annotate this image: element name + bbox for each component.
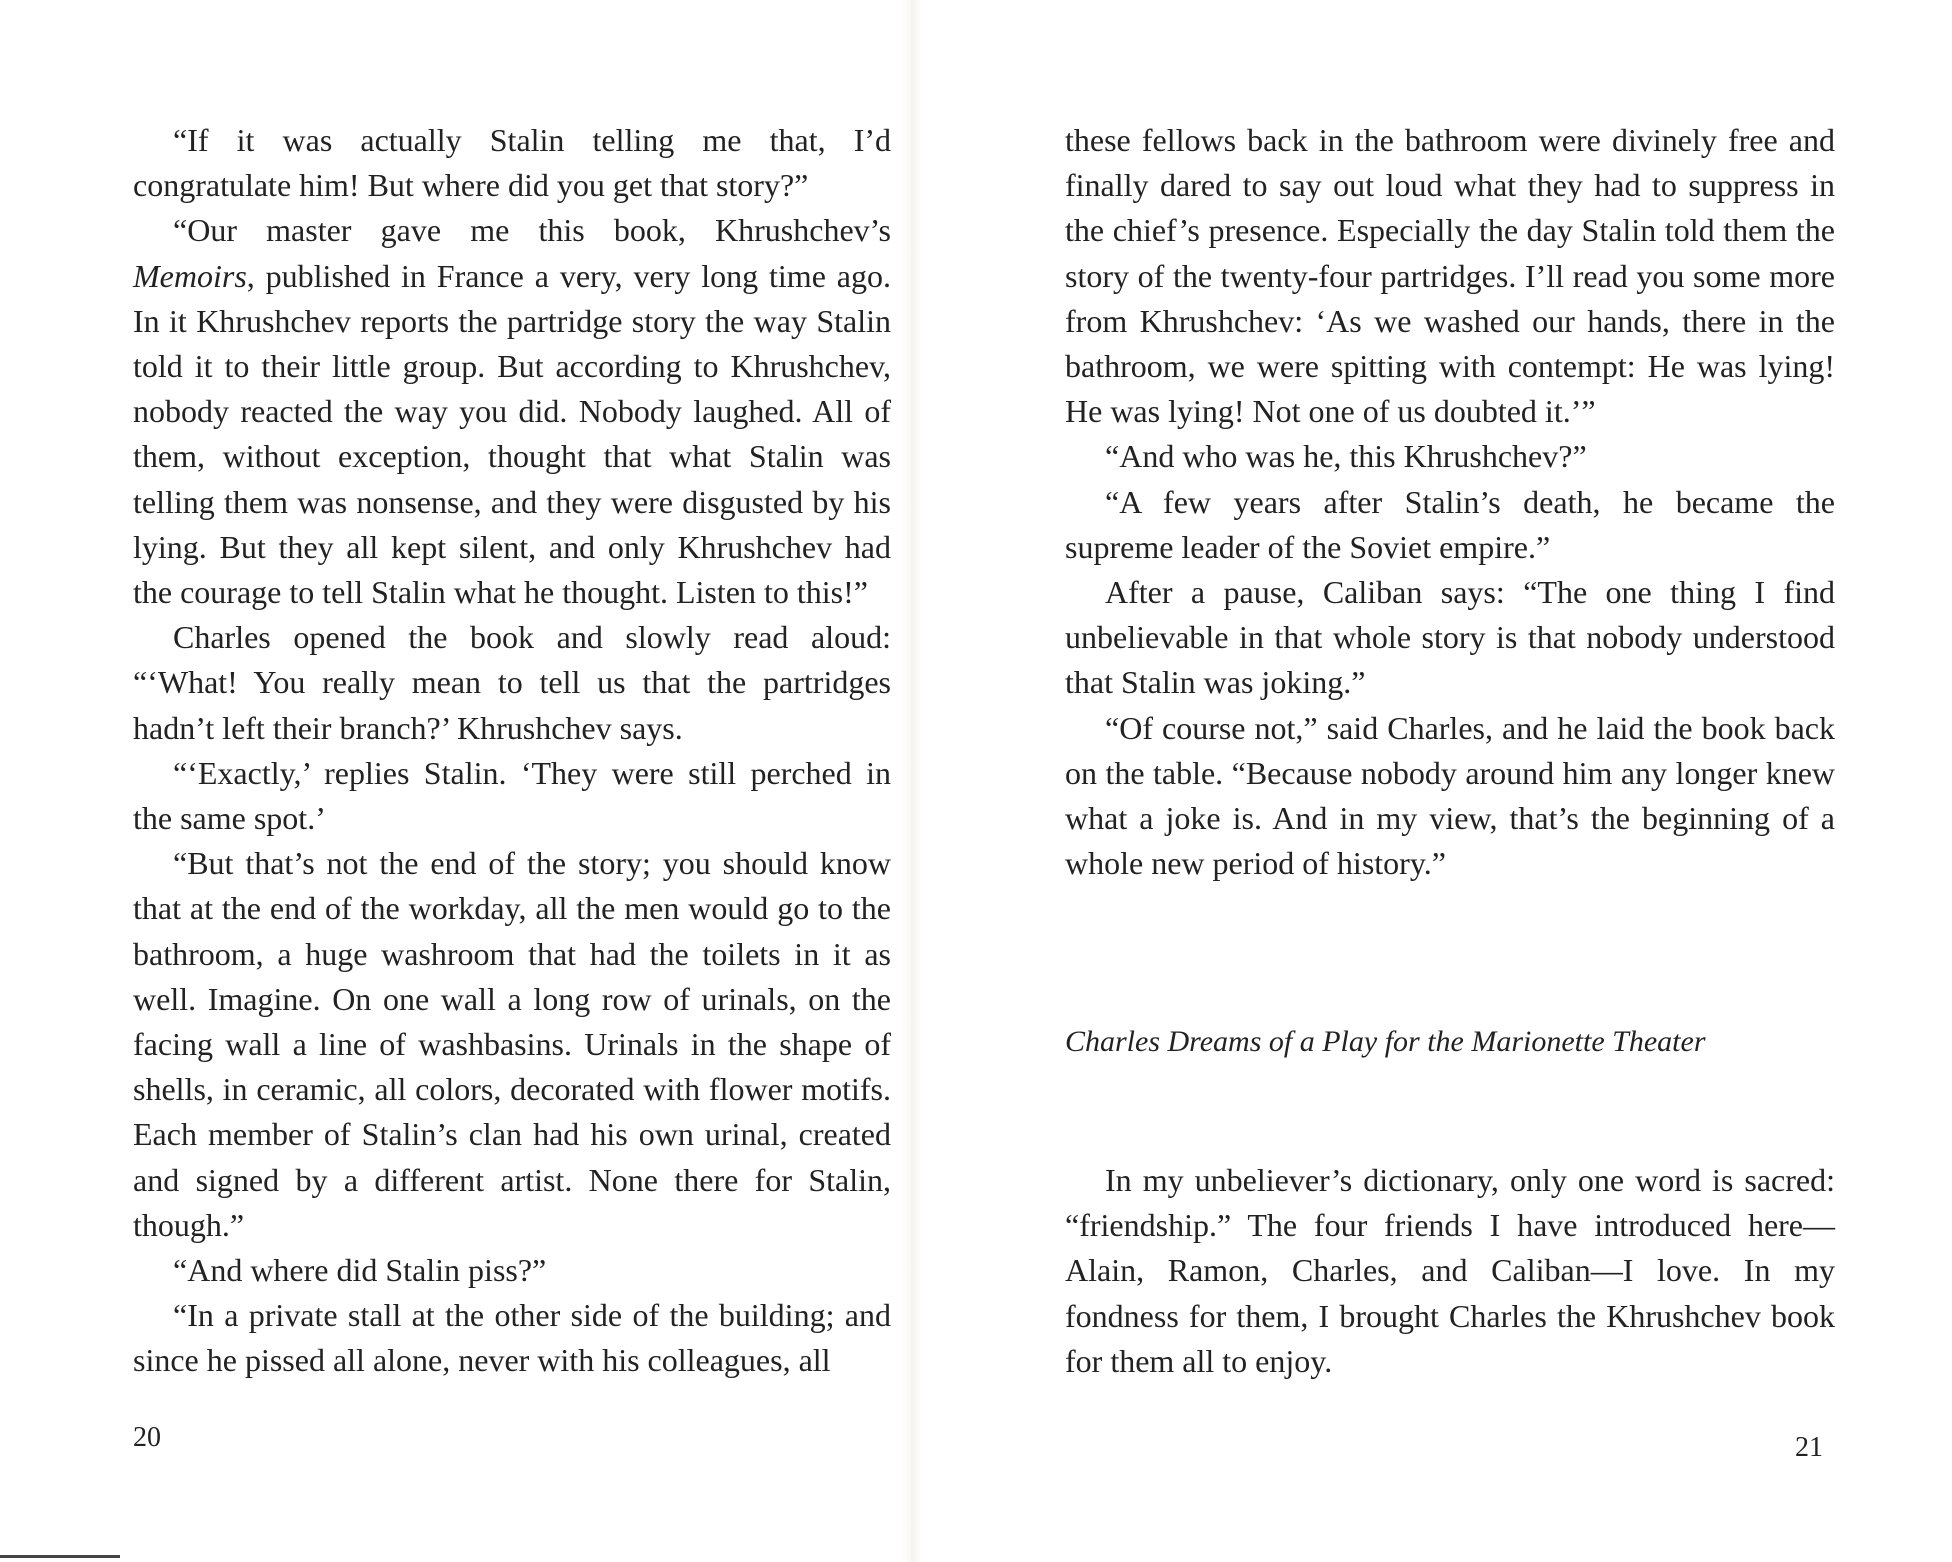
section-heading: Charles Dreams of a Play for the Marionette Theater — [1065, 1025, 1706, 1058]
paragraph: Charles opened the book and slowly read aloud: “‘What! You really mean to tell us that the partridges hadn’t left their branch?’ Khrushchev says. — [133, 619, 891, 746]
paragraph: “But that’s not the end of the story; you should know that at the end of the workday, all the men would go to the bathroom, a huge washroom that had the toilets in it as well. Imagine. On one wall a long row of urinals, on the facing wall a line of washbasins. Urinals in the shape of shells, in ceramic, all colors, decorated with flower motifs. Each member of Stalin’s clan had his own urinal, created and signed by a different artist. None there for Stalin, though.” — [133, 845, 891, 1243]
paragraph: “If it was actually Stalin telling me that, I’d congratulate him! But where did you get that story?” — [133, 122, 891, 204]
paragraph-lead: “Our master gave me this book, Khrushchev’s — [173, 212, 891, 249]
page-number-right: 21 — [1795, 1432, 1823, 1463]
book-title-memoirs: Memoirs — [133, 257, 247, 294]
paragraph: “‘Exactly,’ replies Stalin. ‘They were still perched in the same spot.’ — [133, 754, 891, 837]
paragraph: In my unbeliever’s dictionary, only one word is sacred: “friendship.” The four friends I have introduced here—Alain, Ramon, Charles, and Caliban—I love. In my fondness for them, I brought Charles the Khrushchev book for them all to enjoy. — [1065, 1162, 1835, 1379]
paragraph: “And who was he, this Khrushchev?” — [1105, 438, 1587, 475]
right-page-body — [1065, 118, 1835, 886]
paragraph: After a pause, Caliban says: “The one thing I find unbelievable in that whole story is that nobody understood that Stalin was joking.” — [1065, 574, 1835, 701]
left-page-body — [133, 118, 891, 1384]
right-page — [935, 0, 1952, 1562]
paragraph: “In a private stall at the other side of the building; and since he pissed all alone, never with his colleagues, all — [133, 1297, 891, 1379]
paragraph: “And where did Stalin piss?” — [173, 1252, 547, 1289]
paragraph: “Of course not,” said Charles, and he laid the book back on the table. “Because nobody around him any longer knew what a joke is. And in my view, that’s the beginning of a whole new period of history.” — [1065, 709, 1835, 882]
scan-edge-mark — [0, 1555, 120, 1558]
page-number-left: 20 — [133, 1422, 161, 1453]
paragraph: “A few years after Stalin’s death, he became the supreme leader of the Soviet empire.” — [1065, 483, 1835, 565]
left-page — [0, 0, 935, 1562]
paragraph-continued: these fellows back in the bathroom were divinely free and finally dared to say out loud what they had to suppress in the chief’s presence. Especially the day Stalin told them the story of the twenty-four partridges. I’ll read you some more from Khrushchev: ‘As we washed our hands, there in the bathroom, we were spitting with contempt: He was lying! He was lying! Not one of us doubted it.’” — [1065, 122, 1835, 430]
section-body — [1065, 1158, 1835, 1384]
paragraph-memoirs — [133, 208, 891, 615]
paragraph-rest: , published in France a very, very long time ago. In it Khrushchev reports the partridge story the way Stalin told it to their little group. But according to Khrushchev, nobody reacted the way you did. Nobody laughed. All of them, without exception, thought that what Stalin was telling them was nonsense, and they were disgusted by his lying. But they all kept silent, and only Khrushchev had the courage to tell Stalin what he thought. Listen to this!” — [133, 257, 891, 611]
